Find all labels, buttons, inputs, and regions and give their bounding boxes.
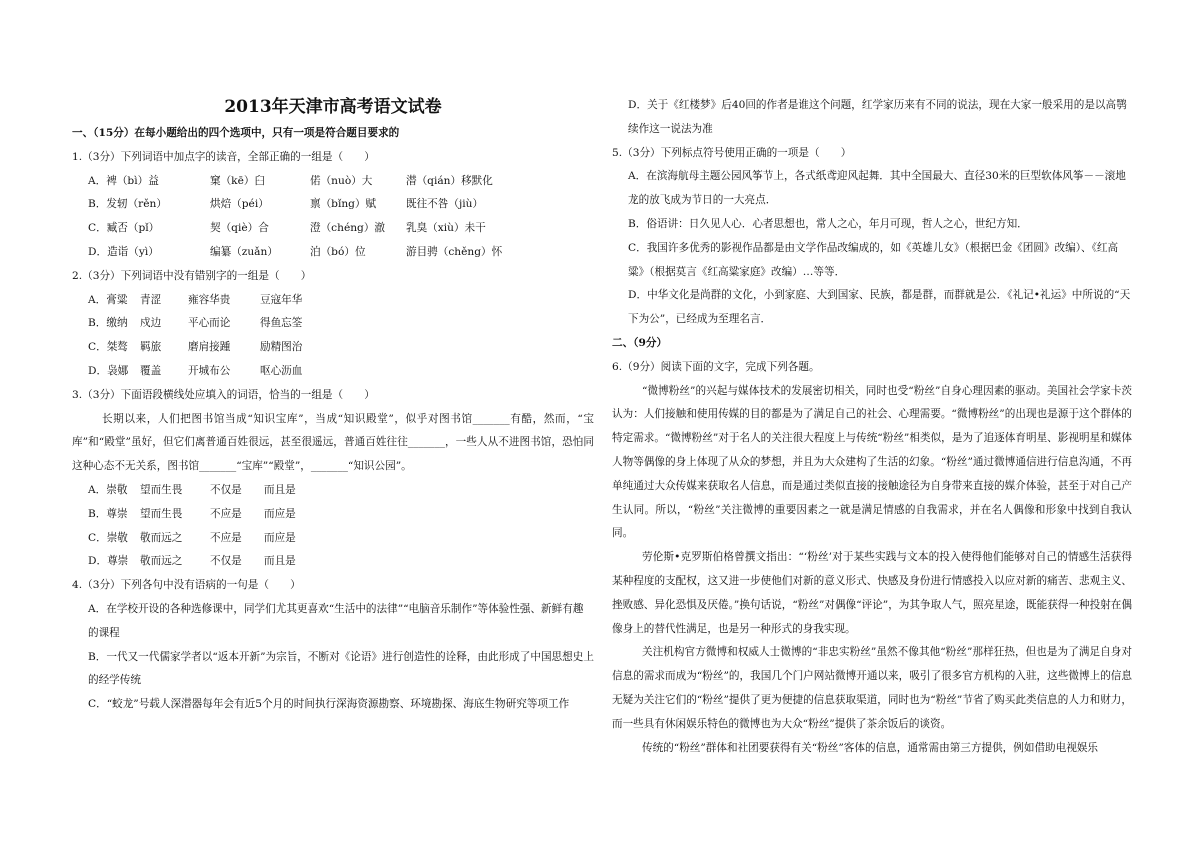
left-column xyxy=(72,94,594,717)
question-5-option-a: A．在滨海航母主题公园风筝节上，各式纸鸢迎风起舞．其中全国最大、直径30米的巨型软体风筝－－滚地龙的放飞成为节日的一大亮点． xyxy=(628,170,1126,207)
question-1-option-a: A．裨（bì）益 窠（kē）臼 偌（nuò）大 潜（qián）移默化 xyxy=(88,174,493,187)
question-2-stem: 2.（3分）下列词语中没有错别字的一组是（ ） xyxy=(72,269,312,282)
question-2-option-c: C．桀骜 羁旅 磨肩接踵 励精图治 xyxy=(88,341,303,354)
question-3-passage: 长期以来，人们把图书馆当成“知识宝库”，当成“知识殿堂”，似乎对图书馆_______有酷，然而，“宝库”和“殿堂”虽好，但它们离普通百姓很远，甚至很遥远，普通百姓往往_______，一些人从不进图书馆，恐怕同这种心态不无关系，图书馆_______“宝库”“殿堂”，_______“知识公园”。 xyxy=(72,412,594,473)
question-5-option-c: C．我国许多优秀的影视作品都是由文学作品改编成的，如《英雄儿女》（根据巴金《团圆》改编）、《红高粱》（根据莫言《红高粱家庭》改编）…等等． xyxy=(628,241,1119,278)
question-4-option-d: D．关于《红楼梦》后40回的作者是谁这个问题，红学家历来有不同的说法，现在大家一般采用的是以高鹗续作这一说法为准 xyxy=(628,99,1127,135)
question-6-paragraph-3: 关注机构官方微博和权威人士微博的“非忠实粉丝”虽然不像其他“粉丝”那样狂热，但也是为了满足自身对信息的需求而成为“粉丝”的，我国几个门户网站微博开通以来，吸引了很多官方机构的入驻，这些微博上的信息无疑为关注它们的“粉丝”提供了更为便捷的信息获取渠道，同时也为“粉丝”节省了购买此类信息的人力和财力，而一些具有休闲娱乐特色的微博也为大众“粉丝”提供了茶余饭后的谈资。 xyxy=(612,646,1132,730)
question-1-option-d: D．造诣（yì） 编纂（zuǎn） 泊（bó）位 游目骋（chěng）怀 xyxy=(88,245,503,258)
question-1-option-b: B．发轫（rěn） 烘焙（péi） 禀（bǐng）赋 既往不咎（jiù） xyxy=(88,198,484,211)
section-two-heading: 二、（9分） xyxy=(612,336,668,349)
question-3-option-d: D．尊崇 敬而远之 不仅是 而且是 xyxy=(88,555,296,568)
question-6-paragraph-2: 劳伦斯•克罗斯伯格曾撰文指出：“‘粉丝’对于某些实践与文本的投入使得他们能够对自己的情感生活获得某种程度的支配权，这又进一步使他们对新的意义形式、快感及身份进行情感投入以应对新的痛苦、悲观主义、挫败感、异化恐惧及厌倦。”换句话说，“粉丝”对偶像“评论”，为其争取人气，照亮星途，既能获得一种投射在偶像身上的替代性满足，也是另一种形式的身我实现。 xyxy=(612,551,1132,635)
question-6-paragraph-4: 传统的“粉丝”群体和社团要获得有关“粉丝”客体的信息，通常需由第三方提供，例如借助电视娱乐 xyxy=(642,741,1099,754)
question-4-option-c: C．“蛟龙”号载人深潜器每年会有近5个月的时间执行深海资源勘察、环境勘探、海底生物研究等项工作 xyxy=(88,698,570,711)
question-3-option-b: B．尊崇 望而生畏 不应是 而应是 xyxy=(88,507,296,520)
question-4-stem: 4.（3分）下列各句中没有语病的一句是（ ） xyxy=(72,579,301,592)
question-2-option-a: A．膏粱 青涩 雍容华贵 豆寇年华 xyxy=(88,293,303,306)
question-5-stem: 5.（3分）下列标点符号使用正确的一项是（ ） xyxy=(612,146,852,159)
question-1-stem: 1.（3分）下列词语中加点字的读音，全部正确的一组是（ ） xyxy=(72,150,375,163)
question-1-option-c: C．臧否（pǐ） 契（qiè）合 澄（chéng）澈 乳臭（xiù）未干 xyxy=(88,222,486,235)
page-title: 2013年天津市高考语文试卷 xyxy=(224,97,442,117)
question-5-option-b: B．俗语讲：日久见人心．心者思想也，常人之心，年月可现，哲人之心，世纪方知． xyxy=(628,217,1028,230)
question-5-option-d: D．中华文化是尚群的文化，小到家庭、大到国家、民族，都是群，而群就是公．《礼记•礼运》中所说的“天下为公”，已经成为至理名言． xyxy=(628,289,1131,326)
question-6-paragraph-1: “微博粉丝”的兴起与媒体技术的发展密切相关，同时也受“粉丝”自身心理因素的驱动。美国社会学家卡茨认为：人们接触和使用传媒的目的都是为了满足自己的社会、心理需要。“微博粉丝”的出现也是源于这个群体的特定需求。“微博粉丝”对于名人的关注很大程度上与传统“粉丝”相类似，是为了追逐体育明星、影视明星和媒体人物等偶像的身上体现了从众的梦想，并且为大众建构了生活的幻象。“粉丝”通过微博通信进行信息沟通，不再单纯通过大众传媒来获取名人信息，而是通过类似直接的接触途径为自身带来直接的媒介体验，甚至于对自己产生认同。所以，“粉丝”关注微博的重要因素之一就是满足情感的自我需求，并在名人偶像和形象中找到自我认同。 xyxy=(612,384,1132,540)
question-3-option-a: A．崇敬 望而生畏 不仅是 而且是 xyxy=(88,483,296,496)
section-one-heading: 一、（15分）在每小题给出的四个选项中，只有一项是符合题目要求的 xyxy=(72,127,400,139)
question-4-option-a: A．在学校开设的各种选修课中，同学们尤其更喜欢“生活中的法律”“电脑音乐制作”等体验性强、新鲜有趣的课程 xyxy=(88,602,584,639)
question-3-option-c: C．崇敬 敬而远之 不应是 而应是 xyxy=(88,531,296,544)
right-column xyxy=(612,94,1132,760)
question-4-option-b: B．一代又一代儒家学者以“返本开新”为宗旨，不断对《论语》进行创造性的诠释，由此形成了中国思想史上的经学传统 xyxy=(88,650,594,687)
question-2-option-d: D．袅娜 覆盖 开城布公 呕心沥血 xyxy=(88,364,303,377)
question-6-stem: 6.（9分）阅读下面的文字，完成下列各题。 xyxy=(612,360,820,373)
question-2-option-b: B．缴纳 戍边 平心而论 得鱼忘筌 xyxy=(88,317,303,330)
question-3-stem: 3.（3分）下面语段横线处应填入的词语，恰当的一组是（ ） xyxy=(72,388,375,401)
